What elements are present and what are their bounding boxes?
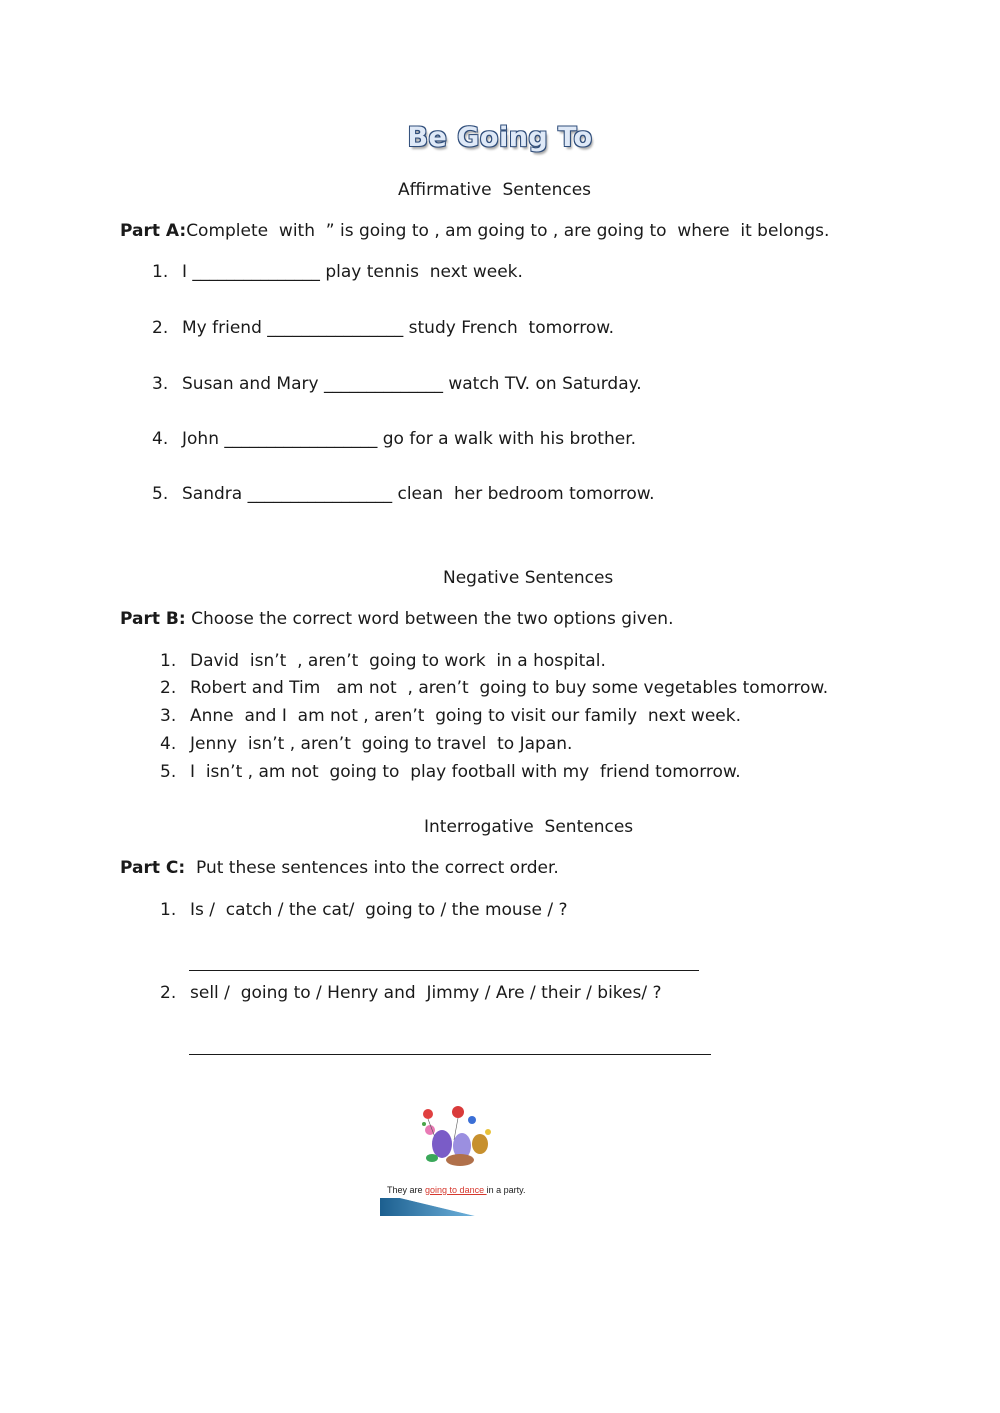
dancer-icon <box>472 1134 488 1154</box>
caption-text-after: in a party. <box>486 1185 526 1195</box>
item-text: John __________________ go for a walk with his brother. <box>182 429 637 449</box>
part-c-item <box>160 900 568 920</box>
part-c-item <box>160 983 662 1003</box>
decorative-banner <box>380 1198 480 1216</box>
part-c-instruction <box>120 858 559 878</box>
item-text: I isn’t , am not going to play football with my friend tomorrow. <box>190 762 741 782</box>
balloon-icon <box>423 1109 433 1119</box>
part-c-label: Part C: <box>120 858 186 878</box>
item-number: 2. <box>160 678 177 698</box>
item-number: 2. <box>160 983 177 1003</box>
part-b-instruction <box>120 609 673 629</box>
part-a-item[interactable] <box>152 374 642 394</box>
balloon-icon <box>452 1106 464 1118</box>
illustration-caption <box>387 1185 525 1195</box>
item-text: My friend ________________ study French tomorrow. <box>182 318 615 338</box>
caption-highlight: going to dance <box>425 1185 487 1195</box>
part-b-instruction-text: Choose the correct word between the two options given. <box>185 609 674 629</box>
page-title: Be Going To <box>407 122 593 153</box>
item-number: 1. <box>160 651 177 671</box>
part-b-item[interactable] <box>160 734 572 754</box>
part-a-label: Part A: <box>120 221 187 241</box>
dancer-icon <box>432 1130 452 1158</box>
item-number: 2. <box>152 318 169 338</box>
answer-line[interactable] <box>189 1054 711 1055</box>
part-a-item[interactable] <box>152 429 636 449</box>
part-b-heading: Negative Sentences <box>443 568 614 588</box>
item-number: 5. <box>152 484 169 504</box>
item-number: 1. <box>160 900 177 920</box>
item-text: Is / catch / the cat/ going to / the mouse / ? <box>190 900 568 920</box>
item-number: 3. <box>152 374 169 394</box>
item-text: Anne and I am not , aren’t going to visit our family next week. <box>190 706 741 726</box>
item-number: 4. <box>160 734 177 754</box>
item-number: 4. <box>152 429 169 449</box>
drum-icon <box>446 1154 474 1166</box>
dancer-icon <box>426 1154 438 1162</box>
part-b-item[interactable] <box>160 651 606 671</box>
part-a-item[interactable] <box>152 262 523 282</box>
part-a-item[interactable] <box>152 318 614 338</box>
part-a-instruction-text: Complete with ” is going to , am going to , are going to where it belongs. <box>186 221 830 241</box>
item-text: sell / going to / Henry and Jimmy / Are / their / bikes/ ? <box>190 983 662 1003</box>
item-number: 5. <box>160 762 177 782</box>
part-b-item[interactable] <box>160 706 741 726</box>
part-c-instruction-text: Put these sentences into the correct order. <box>185 858 559 878</box>
part-b-label: Part B: <box>120 609 186 629</box>
item-text: I _______________ play tennis next week. <box>182 262 523 282</box>
item-text: Robert and Tim am not , aren’t going to buy some vegetables tomorrow. <box>190 678 829 698</box>
part-a-instruction <box>120 221 829 241</box>
part-c-heading: Interrogative Sentences <box>424 817 634 837</box>
item-text: Susan and Mary ______________ watch TV. on Saturday. <box>182 374 642 394</box>
item-text: Jenny isn’t , aren’t going to travel to Japan. <box>190 734 573 754</box>
balloon-icon <box>468 1116 476 1124</box>
item-number: 1. <box>152 262 169 282</box>
item-text: Sandra _________________ clean her bedroom tomorrow. <box>182 484 655 504</box>
item-text: David isn’t , aren’t going to work in a hospital. <box>190 651 606 671</box>
part-a-heading: Affirmative Sentences <box>398 180 592 200</box>
answer-line[interactable] <box>189 970 699 971</box>
caption-text-before: They are <box>387 1185 426 1195</box>
item-number: 3. <box>160 706 177 726</box>
part-b-item[interactable] <box>160 762 741 782</box>
part-b-item[interactable] <box>160 678 828 698</box>
part-a-item[interactable] <box>152 484 655 504</box>
